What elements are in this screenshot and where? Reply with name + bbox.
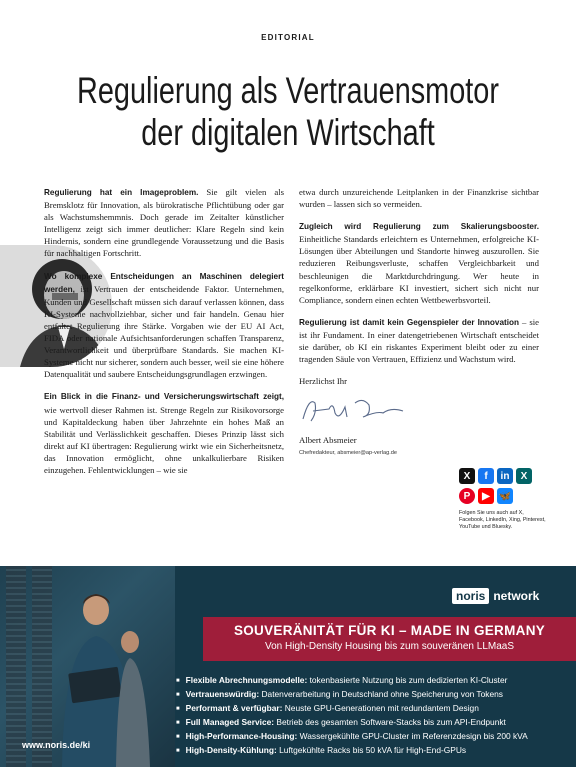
noris-network-logo: noris network — [452, 588, 539, 604]
bluesky-icon[interactable]: 🦋 — [497, 488, 513, 504]
linkedin-icon[interactable]: in — [497, 468, 513, 484]
feature-text: Betrieb des gesamten Software-Stacks bis zum API-Endpunkt — [274, 716, 506, 727]
paragraph — [44, 270, 284, 381]
advertisement[interactable] — [0, 566, 576, 767]
body-text: ist Vertrauen der entscheidende Faktor. Unternehmen, Kunden und Gesellschaft müssen sich darauf verlassen können, dass KI-Systeme nachvollziehbar, sicher und fair handeln. Genau hier entfaltet Regulierung ihre Stärke. Vorgaben wie der EU AI Act, FIDA oder nationale Aufsichtsanforderungen schaffen Transparenz, Verantwortlichkeit und überprüfbare Standards. Sie machen KI-Systeme nicht nur sicherer, sondern auch besser, weil sie eine höhere Datenqualität und saubere Entscheidungsgrundlagen erzwingen. — [44, 283, 284, 380]
body-text: wie wertvoll dieser Rahmen ist. Strenge Regeln zur Risikovorsorge und Kapitaldeckung haben über Jahrzehnte ein hohes Maß an Stabilität und Verlässlichkeit geschaffen. Dieses Prinzip lässt sich direkt auf KI übertragen: Regulierung wirkt wie ein Sicherheitsnetz, das Innovation ermöglicht, ohne unkalkulierbare Risiken einzugehen. Fehlentwicklungen – wie sie — [44, 404, 284, 475]
lead-in: Zugleich wird Regulierung zum Skalierungsbooster. — [299, 222, 539, 232]
paragraph — [44, 390, 284, 476]
section-kicker: EDITORIAL — [261, 33, 315, 42]
social-media-block — [459, 468, 546, 531]
body-text: – sie ist ihr Fundament. In einer datengetriebenen Wirtschaft entscheidet sie darüber, ob KI ein riskantes Experiment bleibt oder zu einer tragenden Säule von Vertrauen, Effizienz und Wachstum wird. — [299, 316, 539, 365]
closing-greeting: Herzlichst Ihr — [299, 376, 348, 387]
feature-text: Wassergekühlte GPU-Cluster im Referenzdesign bis 200 kVA — [297, 730, 528, 741]
paragraph — [299, 316, 539, 365]
body-text: Sie gilt vielen als Bremsklotz für Innovation, als bürokratische Pflichtübung oder gar als Wachstumshemmnis. Doch gerade im Zeitalter künstlicher Intelligenz zeigt sich immer deutlicher: Klare Regeln sind kein Hindernis, sondern eine grundlegende Voraussetzung und die Basis für nachhaltigen Fortschritt. — [44, 187, 284, 259]
paragraph — [299, 220, 539, 306]
x-icon[interactable]: X — [459, 468, 475, 484]
feature-label: Performant & verfügbar: — [185, 702, 283, 713]
ad-subline: Von High-Density Housing bis zum souveränen LLMaaS — [264, 641, 515, 652]
handwritten-signature — [299, 393, 539, 430]
feature-label: Vertrauenswürdig: — [185, 688, 260, 699]
title-line-1: Regulierung als Vertrauensmotor — [77, 70, 499, 111]
social-icons-row — [459, 468, 539, 484]
feature-item — [176, 702, 566, 716]
paragraph — [299, 186, 539, 210]
engineers-image — [0, 566, 175, 767]
social-note: Folgen Sie uns auch auf X, Facebook, LinkedIn, Xing, Pinterest, YouTube und Bluesky. — [459, 510, 546, 530]
lead-in: Regulierung ist damit kein Gegenspieler der Innovation — [299, 317, 520, 327]
author-role: Chefredakteur, absmeier@ap-verlag.de — [299, 449, 398, 456]
lead-in: Regulierung hat ein Imageproblem. — [44, 188, 199, 197]
ad-banner — [203, 617, 576, 661]
body-text: etwa durch unzureichende Leitplanken in der Finanzkrise sichtbar wurden – lassen sich so vermeiden. — [299, 187, 539, 210]
lead-in: Ein Blick in die Finanz- und Versicherungswirtschaft zeigt, — [44, 392, 284, 402]
feature-text: Luftgekühlte Racks bis 50 kVA für High-End-GPUs — [276, 744, 467, 755]
facebook-icon[interactable]: f — [478, 468, 494, 484]
ad-url-link[interactable]: www.noris.de/ki — [22, 740, 91, 750]
feature-item — [176, 730, 566, 744]
pinterest-icon[interactable]: P — [459, 488, 475, 504]
text-column-right — [299, 186, 539, 459]
text-column-left — [44, 186, 284, 486]
body-text: Einheitliche Standards erleichtern es Unternehmen, erfolgreiche KI-Lösungen über Abteilungen und Standorte hinweg auszurollen. Sie reduzieren Reibungsverluste, schaffen Vergleichbarkeit und beschleunigen die Marktdurchdringung. Wer heute in regelkonforme, erklärbare KI investiert, sichert sich nicht nur Compliance, sondern einen echten Wettbewerbsvorteil. — [299, 234, 539, 305]
paragraph — [44, 186, 284, 260]
lead-in: Wo komplexe Entscheidungen an Maschinen delegiert werden, — [44, 271, 284, 294]
feature-label: Flexible Abrechnungsmodelle: — [185, 675, 308, 685]
feature-text: Neuste GPU-Generationen mit redundantem Design — [282, 702, 479, 713]
feature-label: Full Managed Service: — [185, 716, 275, 727]
datacenter-photo — [0, 566, 175, 767]
feature-label: High-Performance-Housing: — [185, 730, 298, 741]
xing-icon[interactable]: X — [516, 468, 532, 484]
feature-item — [176, 674, 566, 688]
feature-item — [176, 744, 566, 758]
youtube-icon[interactable]: ▶ — [478, 488, 494, 504]
feature-label: High-Density-Kühlung: — [185, 744, 277, 755]
article-title — [63, 70, 512, 154]
feature-item — [176, 688, 566, 702]
author-name: Albert Absmeier — [299, 435, 357, 446]
title-line-2: der digitalen Wirtschaft — [141, 112, 435, 153]
ad-headline: SOUVERÄNITÄT FÜR KI – MADE IN GERMANY — [233, 623, 546, 638]
feature-item — [176, 716, 566, 730]
feature-text: Datenverarbeitung in Deutschland ohne Speicherung von Tokens — [259, 688, 503, 699]
social-icons-row — [459, 488, 539, 504]
feature-list — [176, 674, 566, 757]
feature-text: tokenbasierte Nutzung bis zum dedizierten KI-Cluster — [307, 675, 508, 685]
